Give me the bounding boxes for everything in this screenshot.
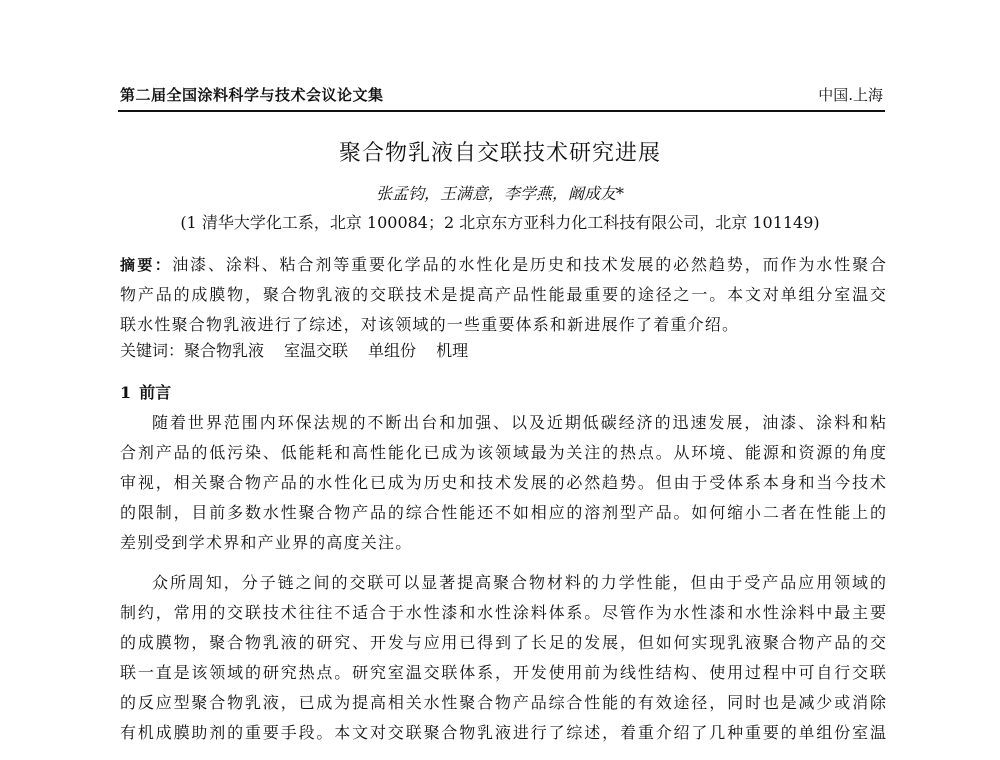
abstract-text: 油漆、涂料、粘合剂等重要化学品的水性化是历史和技术发展的必然趋势，而作为水性聚合 — [172, 255, 886, 274]
paragraph-line: 随着世界范围内环保法规的不断出台和加强、以及近期低碳经济的迅速发展，油漆、涂料和粘 — [152, 413, 886, 432]
keyword: 室温交联 — [284, 341, 349, 360]
keywords-label: 关键词： — [120, 341, 185, 360]
paragraph-line: 的限制，目前多数水性聚合物产品的综合性能还不如相应的溶剂型产品。如何缩小二者在性能上的 — [120, 503, 886, 522]
body-paragraph — [120, 408, 886, 558]
paragraph-line: 差别受到学术界和产业界的高度关注。 — [120, 533, 413, 552]
abstract-line: 物产品的成膜物，聚合物乳液的交联技术是提高产品性能最重要的途径之一。本文对单组分室温交 — [120, 285, 886, 304]
paper-title: 聚合物乳液自交联技术研究进展 — [338, 141, 661, 166]
paragraph-line: 众所周知，分子链之间的交联可以显著提高聚合物材料的力学性能，但由于受产品应用领域的 — [152, 573, 886, 592]
paragraph-line: 审视，相关聚合物产品的水性化已成为历史和技术发展的必然趋势。但由于受体系本身和当今技术 — [120, 473, 886, 492]
abstract-label: 摘要： — [120, 256, 173, 274]
running-header — [118, 84, 885, 112]
paragraph-line: 联一直是该领域的研究热点。研究室温交联体系，开发使用前为线性结构、使用过程中可自行交联 — [120, 663, 886, 682]
paragraph-line: 的成膜物，聚合物乳液的研究、开发与应用已得到了长足的发展，但如何实现乳液聚合物产品的交 — [120, 633, 886, 652]
keywords — [120, 338, 886, 364]
paragraph-line: 的反应型聚合物乳液，已成为提高相关水性聚合物产品综合性能的有效途径，同时也是减少或消除 — [120, 693, 886, 712]
abstract-line — [120, 250, 886, 280]
conference-location: 中国.上海 — [818, 86, 883, 104]
section-heading — [120, 380, 171, 406]
keyword: 聚合物乳液 — [184, 341, 265, 360]
author-list: 张孟钧，王满意，李学燕，阚成友* — [375, 184, 624, 203]
section-title: 前言 — [139, 383, 172, 402]
section-number: 1 — [120, 383, 132, 402]
paragraph-line: 有机成膜助剂的重要手段。本文对交联聚合物乳液进行了综述，着重介绍了几种重要的单组份室温 — [120, 723, 886, 742]
abstract-line: 联水性聚合物乳液进行了综述，对该领域的一些重要体系和新进展作了着重介绍。 — [120, 315, 740, 334]
author-affiliations: (1 清华大学化工系，北京 100084；2 北京东方亚科力化工科技有限公司，北京 101149) — [180, 213, 820, 232]
body-paragraph — [120, 568, 886, 748]
paragraph-line: 合剂产品的低污染、低能耗和高性能化已成为该领域最为关注的热点。从环境、能源和资源的角度 — [120, 443, 886, 462]
keyword: 单组份 — [368, 341, 417, 360]
paragraph-line: 制约，常用的交联技术往往不适合于水性漆和水性涂料体系。尽管作为水性漆和水性涂料中最主要 — [120, 603, 886, 622]
keyword: 机理 — [436, 341, 469, 360]
abstract — [120, 250, 886, 340]
proceedings-title: 第二届全国涂料科学与技术会议论文集 — [120, 86, 384, 104]
